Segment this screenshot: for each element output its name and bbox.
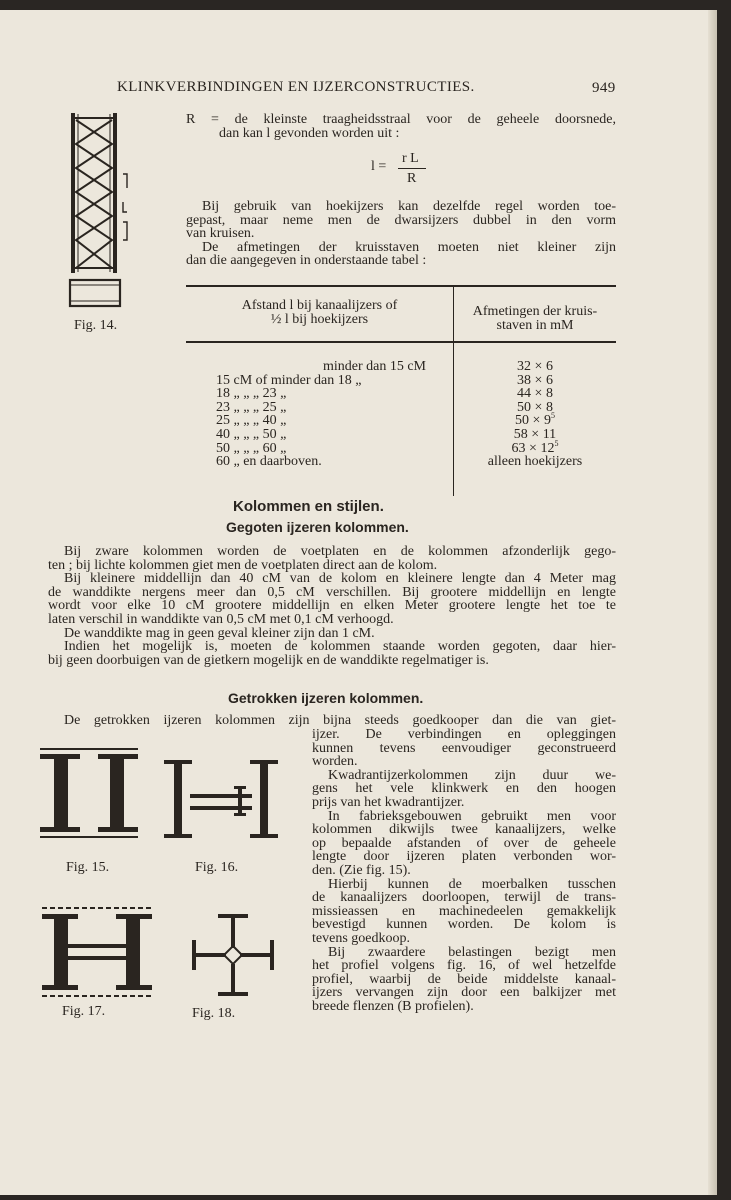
body2-col-line-14: missieassen en machinedeelen gemakkelijk xyxy=(312,903,616,919)
table-row-4-distance: 23 „ „ „ 25 „ xyxy=(216,399,287,415)
body1-line-2: ten ; bij lichte kolommen giet men de voetplaten direct aan de kolom. xyxy=(48,557,438,573)
truss-cross-section xyxy=(70,280,120,306)
para2-line-2: dan die aangegeven in onderstaande tabel : xyxy=(186,253,427,269)
fig15-double-channel-drawing xyxy=(38,746,140,842)
center-web xyxy=(238,786,242,816)
body1-line-7: De wanddikte mag in geen geval kleiner zijn dan 1 cM. xyxy=(64,625,375,641)
table-row-1-distance: minder dan 15 cM xyxy=(322,359,426,374)
center-flange-top xyxy=(234,786,246,789)
body2-col-line-12: Hierbij kunnen de moerbalken tusschen xyxy=(328,876,616,892)
web-plate xyxy=(190,794,252,798)
table-row-6-distance: 40 „ „ „ 50 „ xyxy=(216,426,287,442)
bottom-plate xyxy=(40,836,138,838)
fig17-caption: Fig. 17. xyxy=(62,1004,106,1019)
para1-line-1: Bij gebruik van hoekijzers kan dezelfde regel worden toe- xyxy=(202,199,616,214)
para2-line-1: De afmetingen der kruisstaven moeten niet kleiner zijn xyxy=(202,239,616,255)
top-plate xyxy=(40,748,138,750)
right-web xyxy=(240,953,274,957)
table-row-8-size: alleen hoekijzers xyxy=(487,454,583,470)
right-channel xyxy=(116,914,152,990)
fig18-caption: Fig. 18. xyxy=(192,1006,236,1021)
table-row-3-size: 44 × 8 xyxy=(517,386,553,402)
subsection-cast-columns: Gegoten ijzeren kolommen. xyxy=(226,519,409,535)
formula-lhs: l = xyxy=(371,159,387,174)
table-head-left-2: ½ l bij hoekijzers xyxy=(270,311,369,327)
body2-col-line-16: tevens goedkoop. xyxy=(312,930,410,946)
para1-line-2: gepast, maar neme men de dwarsijzers dubbel in den vorm xyxy=(186,212,616,228)
left-channel xyxy=(164,760,192,838)
section-title: Kolommen en stijlen. xyxy=(233,498,384,515)
page-number: 949 xyxy=(592,80,616,96)
body1-line-4: de wanddikte nergens meer dan 0,5 cM verschillen. Bij grootere middellijn en lengte xyxy=(48,584,616,600)
truss-left-rail xyxy=(72,114,74,272)
truss-right-rail xyxy=(114,114,116,272)
body2-col-line-7: In fabrieksgebouwen gebruikt men voor xyxy=(328,808,616,824)
body2-col-line-13: de kanaalijzers doorloopen, terwijl de trans- xyxy=(312,890,616,906)
body2-line-1: De getrokken ijzeren kolommen zijn bijna steeds goedkooper dan die van giet- xyxy=(64,713,616,728)
body2-col-line-11: den. (Zie fig. 15). xyxy=(312,862,411,878)
body1-line-8: Indien het mogelijk is, moeten de kolommen staande worden gegoten, daar hier- xyxy=(64,639,616,655)
r-definition-line-1: R = de kleinste traagheidsstraal voor de geheele doorsnede, xyxy=(186,112,616,127)
fig16-channel-column-drawing xyxy=(160,756,282,846)
superscript: 5 xyxy=(550,411,555,421)
body2-col-line-3: worden. xyxy=(312,754,358,770)
superscript: 5 xyxy=(554,438,559,448)
table-row-3-distance: 18 „ „ „ 23 „ xyxy=(216,386,287,402)
table-row-8-distance: 60 „ en daarboven. xyxy=(216,454,322,470)
connector xyxy=(68,944,126,948)
running-title: KLINKVERBINDINGEN EN IJZERCONSTRUCTIES. xyxy=(117,79,475,95)
body2-col-line-1: ijzer. De verbindingen en opleggingen xyxy=(312,727,616,742)
fig14-truss-drawing xyxy=(66,112,138,312)
table-row-1-size: 32 × 6 xyxy=(517,359,553,374)
truss-diagonals-a xyxy=(76,120,112,268)
body2-col-line-17: Bij zwaardere belastingen bezigt men xyxy=(328,944,616,960)
formula-fraction-bar xyxy=(398,168,426,169)
body2-col-line-9: op bepaalde afstanden of over de geheele xyxy=(312,835,616,851)
table-head-left-1: Afstand l bij kanaalijzers of xyxy=(241,298,398,313)
formula-numerator: r L xyxy=(402,151,419,166)
body2-col-line-4: Kwadrantijzerkolommen zijn duur we- xyxy=(328,767,616,783)
fig17-drawing xyxy=(38,904,158,1000)
bottom-web xyxy=(231,964,235,996)
table-row-5-size: $50 \times 9^5$ xyxy=(515,411,555,429)
left-channel xyxy=(42,914,78,990)
page-edge xyxy=(708,10,717,1195)
body2-col-line-18: het profiel volgens fig. 16, of wel hetzelfde xyxy=(312,958,616,974)
body2-col-line-15: bevestigd kunnen worden. De kolom is xyxy=(312,917,616,933)
table-row-7-size: $63 \times 12^5$ xyxy=(511,438,559,456)
table-head-right-2: staven in mM xyxy=(496,317,574,333)
fig18-cross-column-drawing xyxy=(188,910,278,1002)
body1-line-6: laten verschil in wanddikte van 0,5 cM met 0,1 cM verhoogd. xyxy=(48,611,394,627)
para1-line-3: van kruisen. xyxy=(186,226,255,242)
body1-line-3: Bij kleinere middellijn dan 40 cM van de kolom en kleinere lengte dan 4 Meter mag xyxy=(64,571,616,587)
fig14-caption: Fig. 14. xyxy=(74,318,118,333)
right-channel xyxy=(98,754,138,832)
body2-col-line-5: gens het vele klinkwerk en den hoogen xyxy=(312,781,616,797)
table-row-5-distance: 25 „ „ „ 40 „ xyxy=(216,413,287,429)
table-row-4-size: 50 × 8 xyxy=(517,399,553,415)
body1-line-5: wordt voor elke 10 cM grootere middellijn en elken Meter grootere lengte het toe te xyxy=(48,598,616,614)
table-row-2-size: 38 × 6 xyxy=(517,372,553,388)
left-web xyxy=(192,953,226,957)
table-head-right-1: Afmetingen der kruis- xyxy=(472,304,598,319)
body1-line-9: bij geen doorbuigen van de gietkern mogelijk en de wanddikte regelmatiger is. xyxy=(48,652,489,668)
left-channel xyxy=(40,754,80,832)
table-row-6-size: 58 × 11 xyxy=(513,426,557,442)
body2-col-line-21: breede flenzen (B profielen). xyxy=(312,998,474,1014)
subsection-wrought-columns: Getrokken ijzeren kolommen. xyxy=(228,690,424,706)
formula-denominator: R xyxy=(407,171,417,186)
body2-col-line-10: lengte door ijzeren platen verbonden wor- xyxy=(312,849,616,865)
connector-2 xyxy=(68,956,126,960)
body1-line-1: Bij zware kolommen worden de voetplaten en de kolommen afzonderlijk gego- xyxy=(64,544,616,559)
r-definition-line-2: dan kan l gevonden worden uit : xyxy=(219,126,400,141)
fig16-caption: Fig. 16. xyxy=(195,860,239,875)
top-web xyxy=(231,914,235,948)
table-header-rule xyxy=(186,341,616,343)
center-diamond xyxy=(224,946,242,964)
table-top-rule xyxy=(186,285,616,287)
truss-diagonals-b xyxy=(76,120,112,268)
body2-col-line-19: profiel, waarbij de beide middelste kanaal- xyxy=(312,971,616,987)
body2-col-line-6: prijs van het kwadrantijzer. xyxy=(312,794,465,810)
web-plate-2 xyxy=(190,806,252,810)
table-row-7-distance: 50 „ „ „ 60 „ xyxy=(216,440,287,456)
center-flange-bottom xyxy=(234,813,246,816)
body2-col-line-2: kunnen tevens eenvoudiger geconstrueerd xyxy=(312,740,616,756)
body2-col-line-8: kolommen dikwijls twee kanaalijzers, welke xyxy=(312,822,616,838)
body2-col-line-20: ijzers vervangen zijn door een balkijzer met xyxy=(312,985,616,1001)
right-channel xyxy=(250,760,278,838)
table-row-2-distance: 15 cM of minder dan 18 „ xyxy=(216,372,362,388)
fig15-caption: Fig. 15. xyxy=(66,860,110,875)
